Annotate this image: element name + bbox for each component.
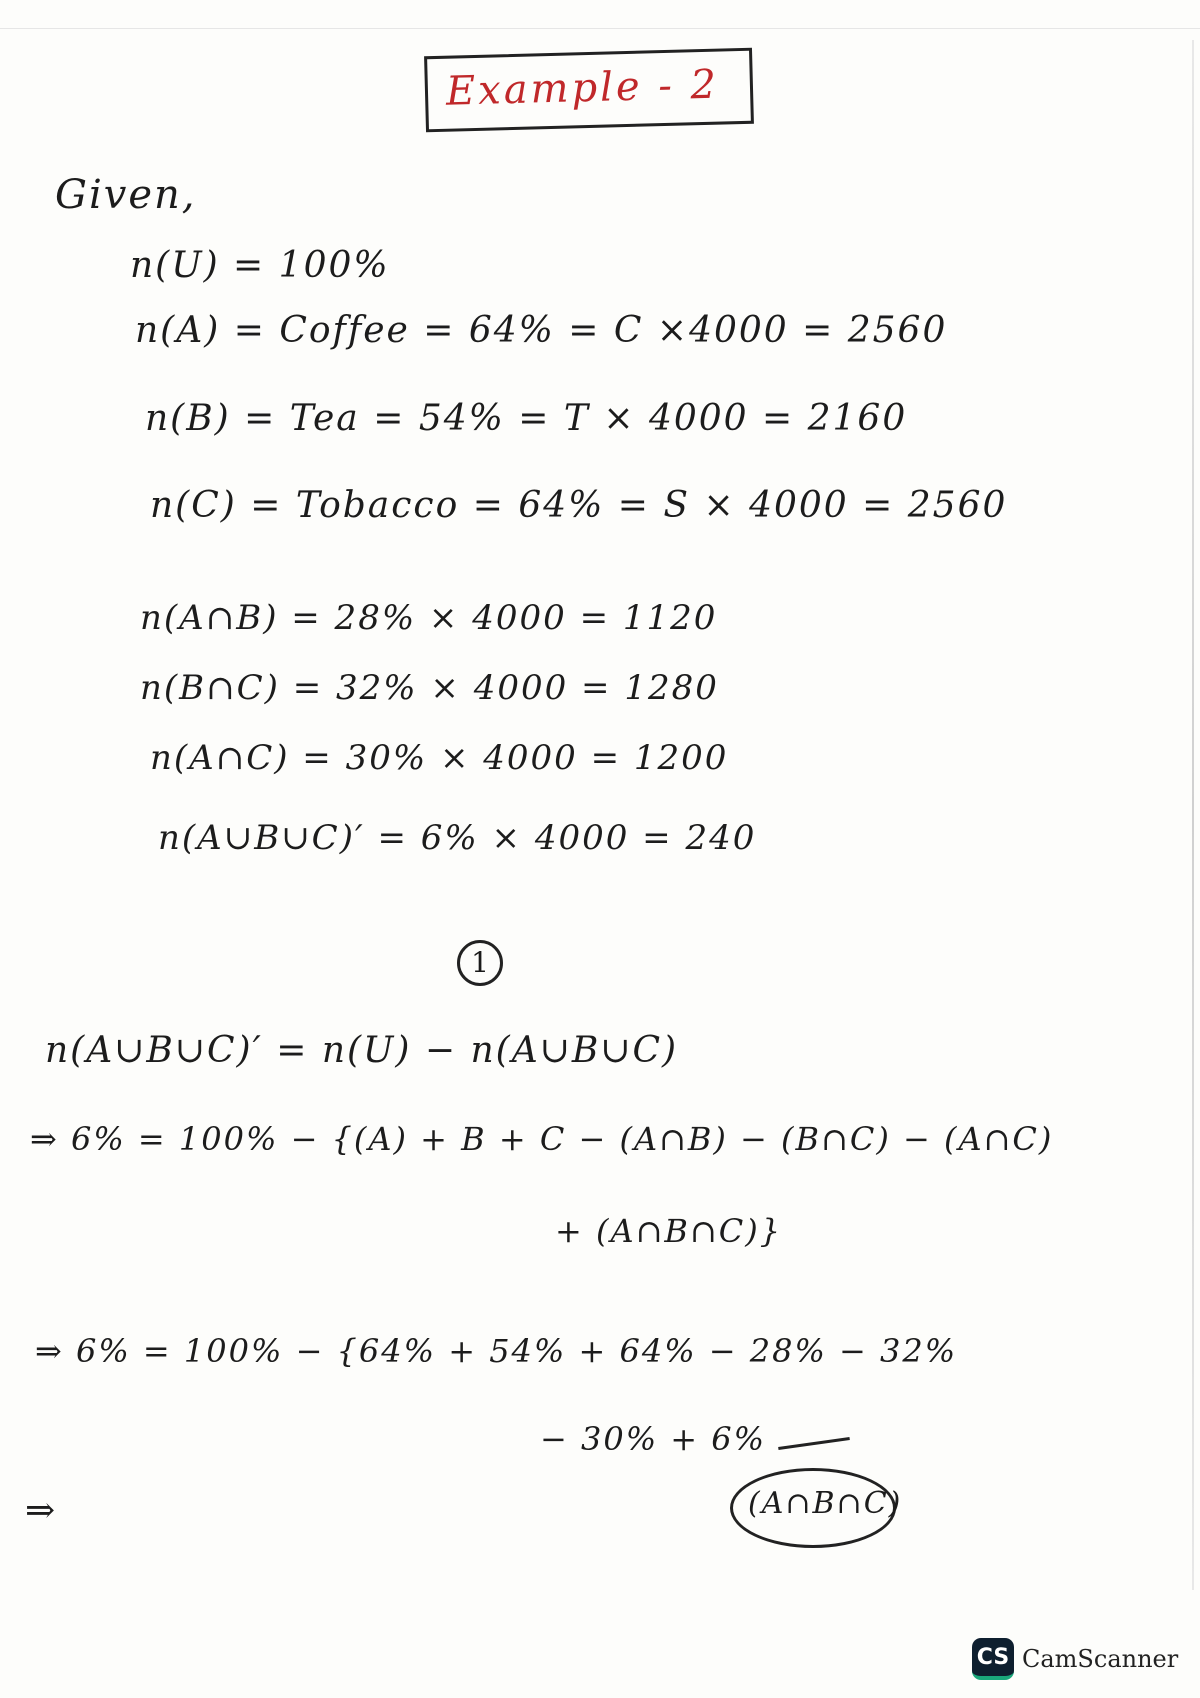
page-top-edge (0, 28, 1200, 29)
given-label: Given, (55, 172, 197, 218)
line-ncomp: n(A∪B∪C)′ = 6% × 4000 = 240 (158, 818, 757, 858)
step-1: n(A∪B∪C)′ = n(U) − n(A∪B∪C) (45, 1030, 679, 1071)
line-nc: n(C) = Tobacco = 64% = S × 4000 = 2560 (150, 485, 1008, 526)
line-nac: n(A∩C) = 30% × 4000 = 1200 (150, 738, 729, 778)
page-right-edge (1192, 40, 1194, 1590)
step-4-arrow: ⇒ (25, 1490, 58, 1531)
camscanner-watermark (972, 1636, 1178, 1682)
line-nb: n(B) = Tea = 54% = T × 4000 = 2160 (145, 398, 908, 439)
step-2-line-a: ⇒ 6% = 100% − {(A) + B + C − (A∩B) − (B∩C) − (A∩C) (30, 1120, 1054, 1158)
page-title: Example - 2 (445, 61, 720, 115)
step-3-line-b: − 30% + 6% (540, 1420, 767, 1458)
line-na: n(A) = Coffee = 64% = C ×4000 = 2560 (135, 310, 948, 351)
camscanner-logo: CS (972, 1638, 1014, 1680)
step-2-line-b: + (A∩B∩C)} (555, 1212, 783, 1250)
step-3-annotation: (A∩B∩C) (748, 1486, 903, 1521)
title-box (424, 48, 754, 133)
line-nab: n(A∩B) = 28% × 4000 = 1120 (140, 598, 718, 638)
step-3-line-a: ⇒ 6% = 100% − {64% + 54% + 64% − 28% − 32% (35, 1332, 958, 1370)
camscanner-brand: CamScanner (1022, 1645, 1179, 1673)
line-nbc: n(B∩C) = 32% × 4000 = 1280 (140, 668, 719, 708)
part-number-circle: 1 (457, 940, 503, 986)
line-nu: n(U) = 100% (130, 245, 390, 286)
strike-line (778, 1437, 850, 1450)
